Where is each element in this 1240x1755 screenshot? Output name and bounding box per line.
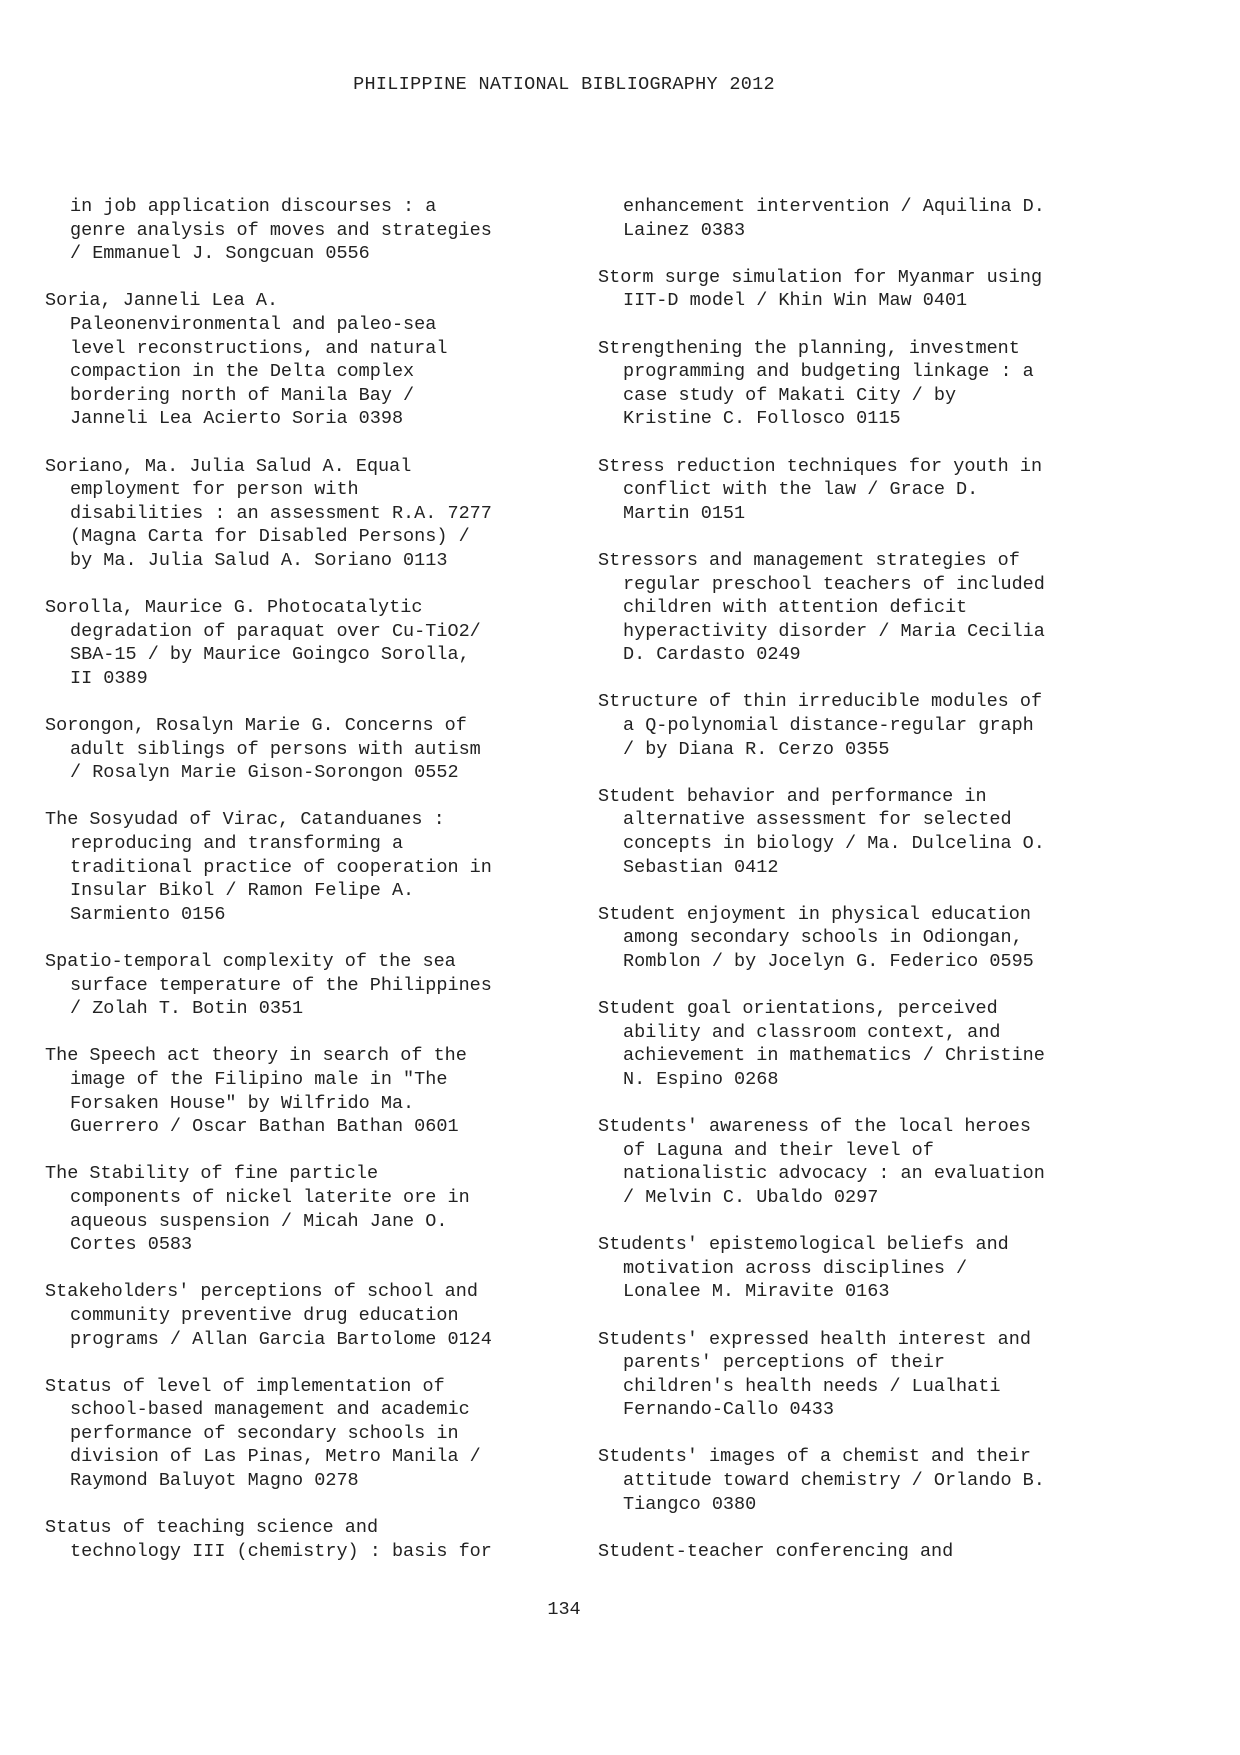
entry-line: Guerrero / Oscar Bathan Bathan 0601 bbox=[70, 1116, 459, 1138]
entry-line: case study of Makati City / by bbox=[623, 384, 957, 406]
entry-line: Students' epistemological beliefs and bbox=[598, 1234, 1009, 1256]
entry-line: achievement in mathematics / Christine bbox=[623, 1045, 1045, 1067]
entry-line: alternative assessment for selected bbox=[623, 809, 1012, 831]
entry-line: attitude toward chemistry / Orlando B. bbox=[623, 1470, 1045, 1492]
entry-line: school-based management and academic bbox=[70, 1399, 470, 1421]
entry-line: Tiangco 0380 bbox=[623, 1493, 757, 1515]
entry-line: / Emmanuel J. Songcuan 0556 bbox=[70, 243, 370, 265]
bibliography-entry bbox=[45, 1375, 565, 1493]
bibliography-entry bbox=[598, 1328, 1158, 1422]
entry-line: technology III (chemistry) : basis for bbox=[70, 1540, 492, 1562]
bibliography-entry bbox=[598, 903, 1158, 974]
entry-line: image of the Filipino male in "The bbox=[70, 1068, 448, 1090]
bibliography-entry bbox=[598, 690, 1158, 761]
entry-line: Lonalee M. Miravite 0163 bbox=[623, 1281, 890, 1303]
entry-line: among secondary schools in Odiongan, bbox=[623, 927, 1023, 949]
bibliography-entry bbox=[45, 714, 565, 785]
entry-line: Students' images of a chemist and their bbox=[598, 1446, 1031, 1468]
entry-line: programs / Allan Garcia Bartolome 0124 bbox=[70, 1328, 492, 1350]
entry-line: components of nickel laterite ore in bbox=[70, 1186, 470, 1208]
entry-line: nationalistic advocacy : an evaluation bbox=[623, 1163, 1045, 1185]
entry-line: Janneli Lea Acierto Soria 0398 bbox=[70, 408, 404, 430]
entry-line: Students' awareness of the local heroes bbox=[598, 1116, 1031, 1138]
entry-line: ability and classroom context, and bbox=[623, 1021, 1001, 1043]
bibliography-entry bbox=[45, 1280, 565, 1351]
bibliography-entry bbox=[45, 289, 565, 431]
entry-line: conflict with the law / Grace D. bbox=[623, 479, 979, 501]
bibliography-entry bbox=[598, 1540, 1158, 1564]
entry-line: programming and budgeting linkage : a bbox=[623, 361, 1034, 383]
bibliography-entry bbox=[598, 195, 1158, 242]
entry-line: Insular Bikol / Ramon Felipe A. bbox=[70, 880, 415, 902]
entry-line: in job application discourses : a bbox=[70, 196, 437, 217]
entry-line: bordering north of Manila Bay / bbox=[70, 384, 415, 406]
entry-line: Status of teaching science and bbox=[45, 1517, 379, 1539]
entry-line: Student enjoyment in physical education bbox=[598, 903, 1031, 925]
entry-line: Romblon / by Jocelyn G. Federico 0595 bbox=[623, 951, 1034, 972]
entry-line: Student behavior and performance in bbox=[598, 785, 987, 807]
page-title: PHILIPPINE NATIONAL BIBLIOGRAPHY 2012 bbox=[353, 74, 775, 95]
bibliography-entry bbox=[45, 808, 565, 926]
entry-line: Lainez 0383 bbox=[623, 219, 746, 241]
entry-line: by Ma. Julia Salud A. Soriano 0113 bbox=[70, 549, 448, 571]
entry-line: Stress reduction techniques for youth in bbox=[598, 455, 1043, 477]
entry-line: hyperactivity disorder / Maria Cecilia bbox=[623, 620, 1045, 642]
bibliography-entry bbox=[45, 455, 565, 573]
right-column bbox=[598, 195, 1158, 1587]
entry-line: reproducing and transforming a bbox=[70, 833, 404, 855]
entry-line: IIT-D model / Khin Win Maw 0401 bbox=[623, 290, 968, 312]
entry-line: parents' perceptions of their bbox=[623, 1352, 945, 1374]
entry-line: compaction in the Delta complex bbox=[70, 361, 415, 383]
entry-line: Students' expressed health interest and bbox=[598, 1328, 1031, 1350]
entry-line: The Speech act theory in search of the bbox=[45, 1045, 467, 1067]
entry-line: level reconstructions, and natural bbox=[70, 337, 448, 359]
entry-line: aqueous suspension / Micah Jane O. bbox=[70, 1210, 448, 1232]
entry-line: community preventive drug education bbox=[70, 1304, 459, 1326]
entry-line: Paleonenvironmental and paleo-sea bbox=[70, 313, 437, 335]
entry-line: The Sosyudad of Virac, Catanduanes : bbox=[45, 809, 445, 831]
entry-line: Kristine C. Follosco 0115 bbox=[623, 408, 901, 430]
entry-line: Soriano, Ma. Julia Salud A. Equal bbox=[45, 455, 412, 477]
page-number: 134 bbox=[547, 1599, 581, 1620]
entry-line: adult siblings of persons with autism bbox=[70, 738, 481, 760]
entry-line: children's health needs / Lualhati bbox=[623, 1375, 1001, 1397]
bibliography-entry bbox=[598, 1445, 1158, 1516]
entry-line: (Magna Carta for Disabled Persons) / bbox=[70, 526, 470, 548]
bibliography-entry bbox=[598, 1233, 1158, 1304]
entry-line: of Laguna and their level of bbox=[623, 1139, 934, 1161]
entry-line: Forsaken House" by Wilfrido Ma. bbox=[70, 1092, 415, 1114]
bibliography-entry bbox=[598, 1115, 1158, 1209]
entry-line: division of Las Pinas, Metro Manila / bbox=[70, 1446, 481, 1468]
entry-line: a Q-polynomial distance-regular graph bbox=[623, 715, 1034, 737]
entry-line: / Rosalyn Marie Gison-Sorongon 0552 bbox=[70, 762, 459, 784]
entry-line: degradation of paraquat over Cu-TiO2/ bbox=[70, 620, 481, 642]
entry-line: Martin 0151 bbox=[623, 502, 746, 524]
entry-line: children with attention deficit bbox=[623, 597, 968, 619]
entry-line: performance of secondary schools in bbox=[70, 1422, 459, 1444]
entry-line: traditional practice of cooperation in bbox=[70, 856, 492, 878]
bibliography-entry bbox=[45, 1044, 565, 1138]
entry-line: / Melvin C. Ubaldo 0297 bbox=[623, 1186, 879, 1208]
entry-line: Raymond Baluyot Magno 0278 bbox=[70, 1470, 359, 1492]
entry-line: Strengthening the planning, investment bbox=[598, 337, 1020, 359]
entry-line: N. Espino 0268 bbox=[623, 1068, 779, 1090]
entry-line: Spatio-temporal complexity of the sea bbox=[45, 951, 456, 972]
entry-line: Student goal orientations, perceived bbox=[598, 998, 998, 1020]
entry-line: Storm surge simulation for Myanmar using bbox=[598, 266, 1043, 288]
entry-line: Stressors and management strategies of bbox=[598, 549, 1020, 571]
entry-line: SBA-15 / by Maurice Goingco Sorolla, bbox=[70, 644, 470, 666]
bibliography-entry bbox=[45, 1162, 565, 1256]
entry-line: motivation across disciplines / bbox=[623, 1257, 968, 1279]
bibliography-entry bbox=[598, 337, 1158, 431]
bibliography-entry bbox=[45, 950, 565, 1021]
entry-line: Status of level of implementation of bbox=[45, 1375, 445, 1397]
entry-line: genre analysis of moves and strategies bbox=[70, 219, 492, 241]
entry-line: / by Diana R. Cerzo 0355 bbox=[623, 738, 890, 760]
bibliography-entry bbox=[598, 266, 1158, 313]
entry-line: / Zolah T. Botin 0351 bbox=[70, 998, 304, 1020]
entry-line: The Stability of fine particle bbox=[45, 1163, 379, 1185]
bibliography-entry bbox=[45, 195, 565, 266]
entry-line: Stakeholders' perceptions of school and bbox=[45, 1281, 478, 1303]
entry-line: D. Cardasto 0249 bbox=[623, 644, 801, 666]
entry-line: Sorolla, Maurice G. Photocatalytic bbox=[45, 597, 423, 619]
entry-line: disabilities : an assessment R.A. 7277 bbox=[70, 502, 492, 524]
entry-line: Cortes 0583 bbox=[70, 1234, 193, 1256]
bibliography-entry bbox=[598, 549, 1158, 667]
bibliography-entry bbox=[598, 455, 1158, 526]
bibliography-entry bbox=[45, 1516, 565, 1563]
entry-line: concepts in biology / Ma. Dulcelina O. bbox=[623, 833, 1045, 855]
entry-line: Soria, Janneli Lea A. bbox=[45, 290, 279, 312]
left-column bbox=[45, 195, 565, 1587]
entry-line: Sarmiento 0156 bbox=[70, 903, 226, 925]
bibliography-entry bbox=[45, 596, 565, 690]
entry-line: Structure of thin irreducible modules of bbox=[598, 691, 1043, 713]
entry-line: regular preschool teachers of included bbox=[623, 573, 1045, 595]
entry-line: II 0389 bbox=[70, 667, 148, 689]
entry-line: Fernando-Callo 0433 bbox=[623, 1399, 834, 1421]
entry-line: surface temperature of the Philippines bbox=[70, 974, 492, 996]
entry-line: enhancement intervention / Aquilina D. bbox=[623, 196, 1045, 217]
entry-line: Student-teacher conferencing and bbox=[598, 1540, 954, 1562]
bibliography-entry bbox=[598, 785, 1158, 879]
bibliography-entry bbox=[598, 997, 1158, 1091]
entry-line: Sorongon, Rosalyn Marie G. Concerns of bbox=[45, 715, 467, 737]
entry-line: Sebastian 0412 bbox=[623, 856, 779, 878]
entry-line: employment for person with bbox=[70, 479, 359, 501]
